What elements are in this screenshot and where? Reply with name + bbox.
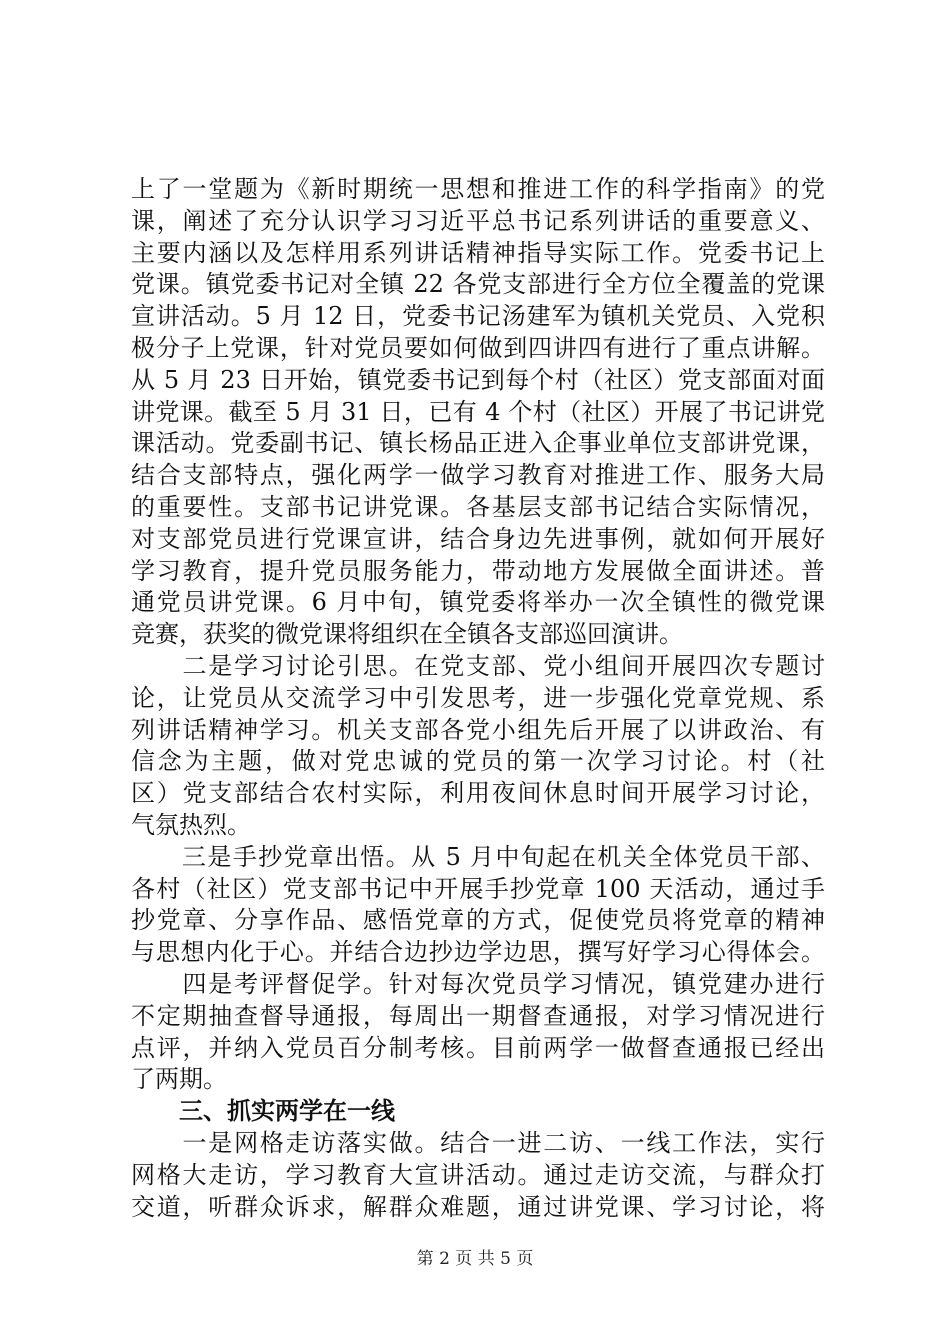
text-line: 的重要性。支部书记讲党课。各基层支部书记结合实际情况， (131, 492, 825, 521)
text-line: 从 5 月 23 日开始，镇党委书记到每个村（社区）党支部面对面 (131, 365, 825, 394)
text-line: 不定期抽查督导通报，每周出一期督查通报，对学习情况进行 (131, 1001, 825, 1030)
text-line: 竞赛，获奖的微党课将组织在全镇各支部巡回演讲。 (131, 620, 683, 649)
text-line: 交道，听群众诉求，解群众难题，通过讲党课、学习讨论，将 (131, 1192, 825, 1221)
text-line: 与思想内化于心。并结合边抄边学边思，撰写好学习心得体会。 (131, 938, 825, 967)
page-footer: 第 2 页 共 5 页 (416, 1249, 534, 1269)
section-heading: 三、抓实两学在一线 (131, 1097, 395, 1126)
text-line: 通党员讲党课。6 月中旬，镇党委将举办一次全镇性的微党课 (131, 588, 825, 617)
text-line: 气氛热烈。 (131, 810, 251, 839)
text-line: 了两期。 (131, 1065, 227, 1094)
text-line: 结合支部特点，强化两学一做学习教育对推进工作、服务大局 (131, 461, 825, 490)
text-line: 网格大走访，学习教育大宣讲活动。通过走访交流，与群众打 (131, 1160, 825, 1189)
text-line: 二是学习讨论引思。在党支部、党小组间开展四次专题讨 (131, 651, 825, 680)
text-line: 党课。镇党委书记对全镇 22 各党支部进行全方位全覆盖的党课 (131, 270, 825, 299)
text-line: 一是网格走访落实做。结合一进二访、一线工作法，实行 (131, 1128, 825, 1157)
text-line: 论，让党员从交流学习中引发思考，进一步强化党章党规、系 (131, 683, 825, 712)
text-line: 信念为主题，做对党忠诚的党员的第一次学习讨论。村（社 (131, 747, 825, 776)
text-line: 主要内涵以及怎样用系列讲话精神指导实际工作。党委书记上 (131, 238, 825, 267)
text-line: 四是考评督促学。针对每次党员学习情况，镇党建办进行 (131, 969, 825, 998)
text-line: 上了一堂题为《新时期统一思想和推进工作的科学指南》的党 (131, 175, 825, 203)
text-line: 讲党课。截至 5 月 31 日，已有 4 个村（社区）开展了书记讲党 (131, 397, 825, 426)
text-line: 点评，并纳入党员百分制考核。目前两学一做督查通报已经出 (131, 1033, 825, 1062)
text-line: 列讲话精神学习。机关支部各党小组先后开展了以讲政治、有 (131, 715, 825, 744)
text-line: 宣讲活动。5 月 12 日，党委书记汤建军为镇机关党员、入党积 (131, 302, 825, 331)
text-line: 各村（社区）党支部书记中开展手抄党章 100 天活动，通过手 (131, 874, 825, 903)
body-text (131, 174, 825, 1223)
text-line: 三是手抄党章出悟。从 5 月中旬起在机关全体党员干部、 (131, 842, 825, 871)
text-line: 学习教育，提升党员服务能力，带动地方发展做全面讲述。普 (131, 556, 825, 585)
text-line: 课活动。党委副书记、镇长杨品正进入企事业单位支部讲党课， (131, 429, 825, 458)
text-line: 对支部党员进行党课宣讲，结合身边先进事例，就如何开展好 (131, 524, 825, 553)
text-line: 区）党支部结合农村实际，利用夜间休息时间开展学习讨论， (131, 779, 825, 808)
text-line: 极分子上党课，针对党员要如何做到四讲四有进行了重点讲解。 (131, 333, 825, 362)
text-line: 抄党章、分享作品、感悟党章的方式，促使党员将党章的精神 (131, 906, 825, 935)
text-line: 课，阐述了充分认识学习习近平总书记系列讲话的重要意义、 (131, 206, 825, 235)
